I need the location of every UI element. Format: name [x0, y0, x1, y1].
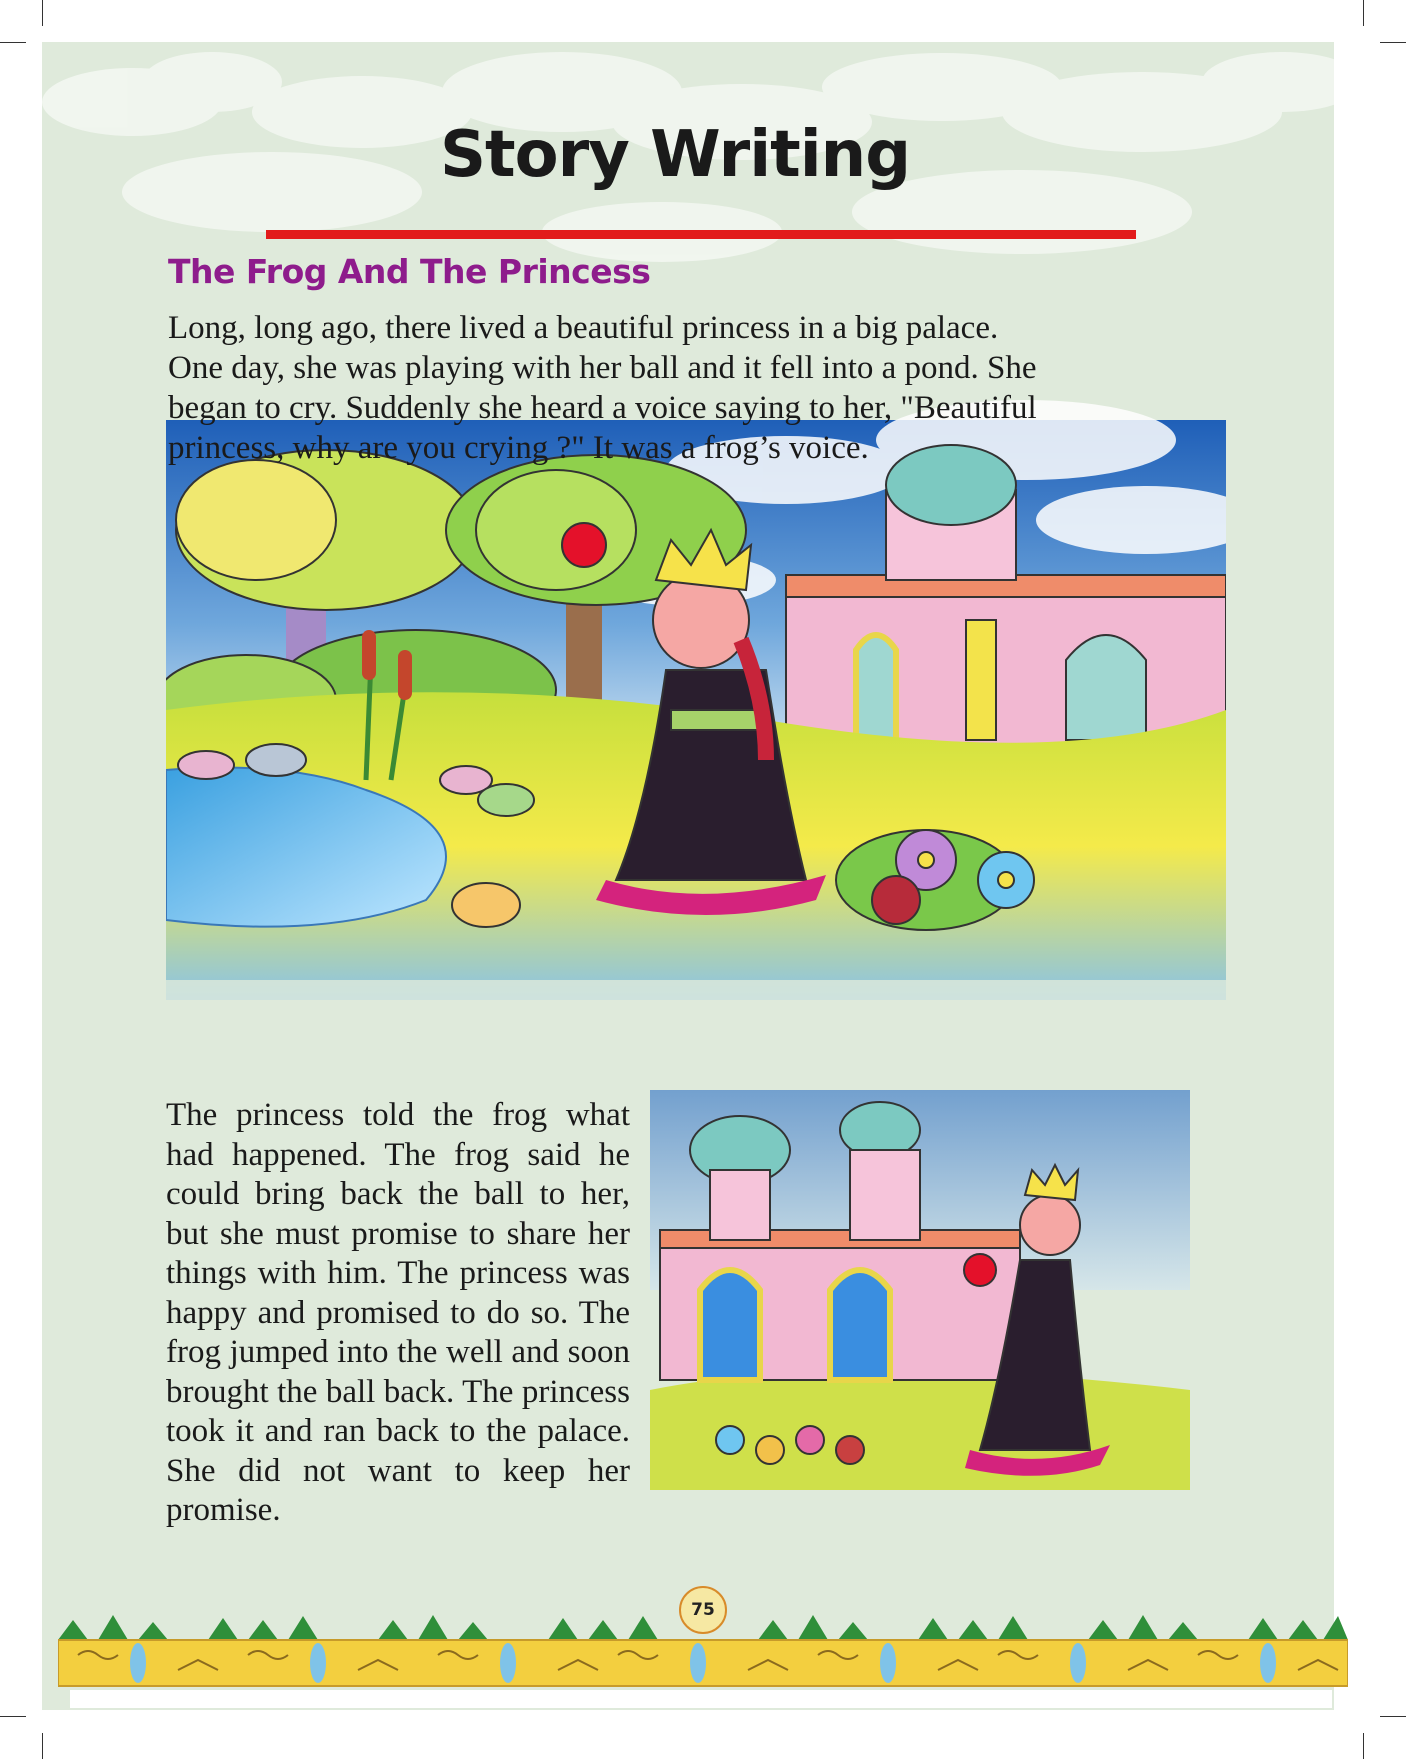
crop-mark-bottom-right-h [1380, 1716, 1406, 1717]
intro-line: One day, she was playing with her ball and it fell into a pond. She [168, 350, 1037, 386]
title-underline [266, 230, 1136, 239]
crop-mark-top-left-v [42, 0, 43, 26]
princess-by-pond-illustration [166, 380, 1226, 1100]
story-subtitle: The Frog And The Princess [168, 252, 651, 291]
page-title: Story Writing [439, 118, 911, 192]
crop-mark-bottom-left-h [0, 1716, 26, 1717]
bottom-white-band [70, 1690, 1332, 1708]
story-paragraph-intro [168, 308, 1232, 468]
story-paragraph-continued: The princess told the frog what had happened. The frog said he could bring back the ball to her, but she must promise to share her things with him. The princess was happy and promised to do so. The frog jumped into the well and soon brought the ball back. The princess took it and ran back to the palace. She did not want to keep her promise. [166, 1097, 630, 1528]
crop-mark-top-left-h [0, 42, 26, 43]
crop-mark-top-right-h [1380, 42, 1406, 43]
page-number-badge: 75 [679, 1586, 727, 1634]
princess-with-ball-illustration [650, 1090, 1190, 1510]
intro-line: began to cry. Suddenly she heard a voice saying to her, "Beautiful [168, 390, 1037, 426]
crop-mark-bottom-right-v [1363, 1733, 1364, 1759]
intro-line: Long, long ago, there lived a beautiful princess in a big palace. [168, 310, 999, 346]
crop-mark-top-right-v [1363, 0, 1364, 26]
intro-line: princess, why are you crying ?" It was a frog’s voice. [168, 430, 869, 466]
crop-mark-bottom-left-v [42, 1733, 43, 1759]
